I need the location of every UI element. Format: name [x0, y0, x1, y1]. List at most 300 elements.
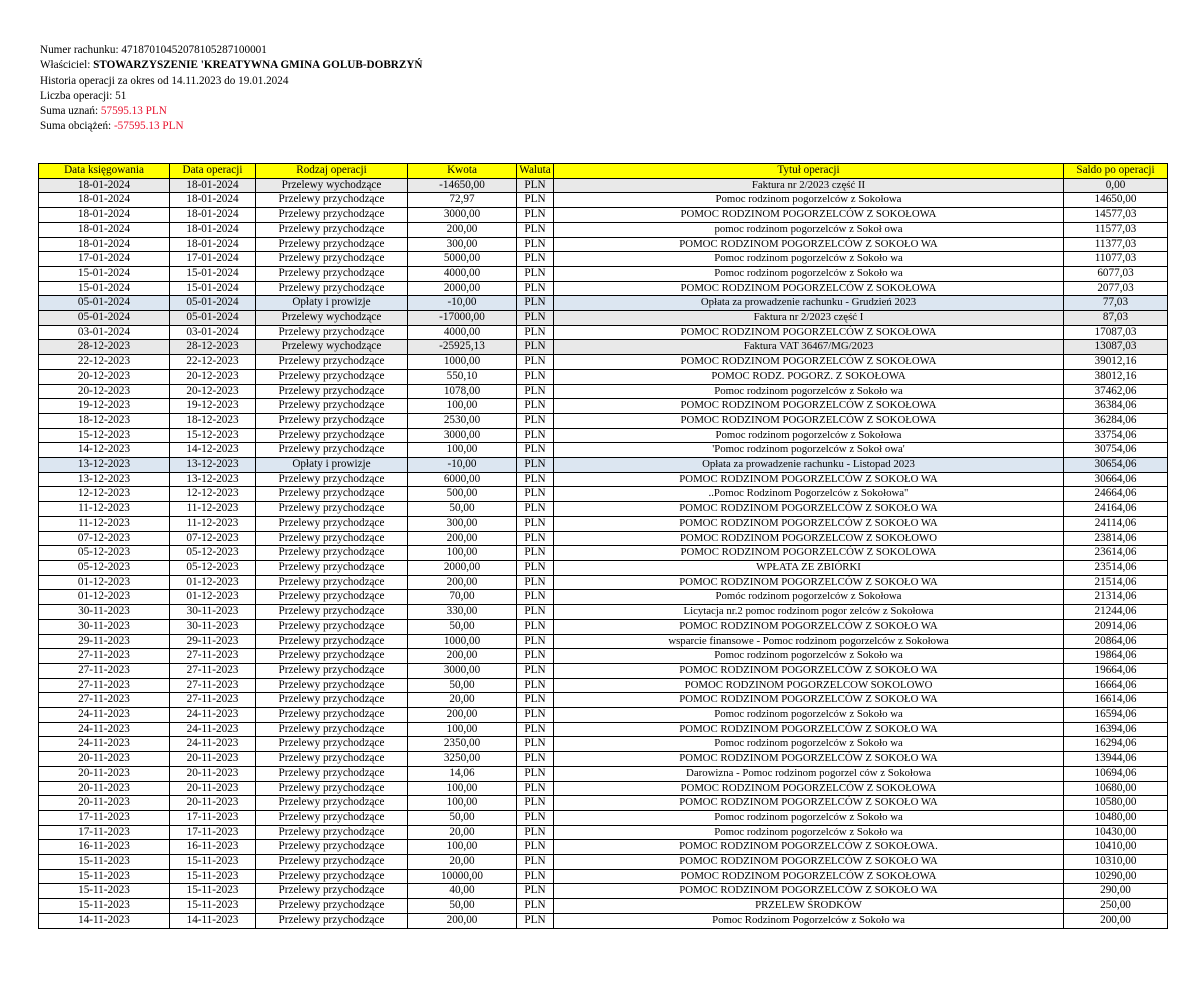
table-row [39, 369, 1168, 384]
cell-operation-date: 15-11-2023 [170, 899, 256, 914]
cell-operation-date: 03-01-2024 [170, 325, 256, 340]
cell-amount: 300,00 [408, 237, 517, 252]
cell-balance: 23614,06 [1064, 546, 1168, 561]
cell-amount: 100,00 [408, 443, 517, 458]
cell-currency: PLN [517, 619, 554, 634]
cell-booking-date: 05-12-2023 [39, 560, 170, 575]
cell-amount: 2000,00 [408, 560, 517, 575]
cell-title: POMOC RODZ. POGORZ. Z SOKOŁOWA [554, 369, 1064, 384]
cell-operation-type: Przelewy przychodzące [256, 487, 408, 502]
cell-balance: 20914,06 [1064, 619, 1168, 634]
col-header-balance: Saldo po operacji [1064, 164, 1168, 179]
cell-title: Pomoc rodzinom pogorzelców z Sokoło wa [554, 649, 1064, 664]
cell-title: POMOC RODZINOM POGORZELCÓW Z SOKOŁOWA [554, 325, 1064, 340]
cell-currency: PLN [517, 355, 554, 370]
cell-operation-date: 27-11-2023 [170, 678, 256, 693]
cell-amount: 2000,00 [408, 281, 517, 296]
cell-currency: PLN [517, 266, 554, 281]
cell-operation-date: 17-01-2024 [170, 252, 256, 267]
cell-operation-type: Przelewy przychodzące [256, 516, 408, 531]
cell-operation-date: 18-12-2023 [170, 413, 256, 428]
cell-operation-type: Przelewy przychodzące [256, 884, 408, 899]
cell-operation-type: Przelewy przychodzące [256, 781, 408, 796]
cell-booking-date: 14-12-2023 [39, 443, 170, 458]
cell-title: POMOC RODZINOM POGORZELCÓW Z SOKOŁOWA [554, 208, 1064, 223]
cell-operation-type: Przelewy przychodzące [256, 869, 408, 884]
table-row [39, 575, 1168, 590]
table-row [39, 678, 1168, 693]
table-row [39, 869, 1168, 884]
cell-title: POMOC RODZINOM POGORZELCÓW Z SOKOŁO WA [554, 693, 1064, 708]
table-row [39, 546, 1168, 561]
cell-currency: PLN [517, 663, 554, 678]
table-row [39, 531, 1168, 546]
cell-booking-date: 20-11-2023 [39, 781, 170, 796]
table-row [39, 178, 1168, 193]
cell-title: POMOC RODZINOM POGORZELCÓW Z SOKOŁO WA [554, 237, 1064, 252]
cell-booking-date: 17-11-2023 [39, 810, 170, 825]
account-number: 47187010452078105287100001 [121, 44, 267, 56]
cell-amount: -14650,00 [408, 178, 517, 193]
cell-balance: 16614,06 [1064, 693, 1168, 708]
cell-title: pomoc rodzinom pogorzelców z Sokoł owa [554, 222, 1064, 237]
cell-currency: PLN [517, 649, 554, 664]
cell-title: WPŁATA ZE ZBIÓRKI [554, 560, 1064, 575]
cell-title: POMOC RODZINOM POGORZELCOW Z SOKOŁOWO [554, 531, 1064, 546]
table-row [39, 458, 1168, 473]
cell-operation-date: 05-12-2023 [170, 546, 256, 561]
cell-balance: 0,00 [1064, 178, 1168, 193]
table-row [39, 649, 1168, 664]
cell-operation-date: 07-12-2023 [170, 531, 256, 546]
cell-operation-date: 20-11-2023 [170, 796, 256, 811]
cell-amount: 50,00 [408, 502, 517, 517]
cell-balance: 250,00 [1064, 899, 1168, 914]
cell-operation-date: 28-12-2023 [170, 340, 256, 355]
cell-amount: 40,00 [408, 884, 517, 899]
cell-operation-date: 15-11-2023 [170, 884, 256, 899]
cell-amount: -10,00 [408, 296, 517, 311]
cell-amount: 3250,00 [408, 752, 517, 767]
cell-currency: PLN [517, 252, 554, 267]
cell-operation-date: 18-01-2024 [170, 222, 256, 237]
cell-title: Pomoc rodzinom pogorzelców z Sokoło wa [554, 708, 1064, 723]
cell-operation-date: 17-11-2023 [170, 810, 256, 825]
cell-booking-date: 18-01-2024 [39, 193, 170, 208]
table-row [39, 899, 1168, 914]
cell-booking-date: 11-12-2023 [39, 502, 170, 517]
cell-title: POMOC RODZINOM POGORZELCÓW Z SOKOŁO WA [554, 619, 1064, 634]
cell-operation-type: Przelewy przychodzące [256, 252, 408, 267]
cell-booking-date: 15-11-2023 [39, 869, 170, 884]
cell-amount: 5000,00 [408, 252, 517, 267]
cell-booking-date: 18-01-2024 [39, 178, 170, 193]
cell-amount: 100,00 [408, 796, 517, 811]
cell-operation-type: Przelewy przychodzące [256, 693, 408, 708]
cell-operation-date: 29-11-2023 [170, 634, 256, 649]
cell-amount: 50,00 [408, 619, 517, 634]
cell-booking-date: 15-11-2023 [39, 899, 170, 914]
cell-balance: 21244,06 [1064, 605, 1168, 620]
cell-booking-date: 15-11-2023 [39, 855, 170, 870]
cell-amount: 72,97 [408, 193, 517, 208]
cell-operation-date: 01-12-2023 [170, 590, 256, 605]
cell-balance: 16294,06 [1064, 737, 1168, 752]
cell-currency: PLN [517, 208, 554, 223]
cell-currency: PLN [517, 810, 554, 825]
cell-currency: PLN [517, 560, 554, 575]
cell-booking-date: 22-12-2023 [39, 355, 170, 370]
table-row [39, 884, 1168, 899]
cell-operation-date: 19-12-2023 [170, 399, 256, 414]
cell-amount: 4000,00 [408, 266, 517, 281]
cell-currency: PLN [517, 693, 554, 708]
cell-balance: 10580,00 [1064, 796, 1168, 811]
cell-booking-date: 24-11-2023 [39, 708, 170, 723]
cell-title: POMOC RODZINOM POGORZELCÓW Z SOKOŁO WA [554, 663, 1064, 678]
cell-amount: 2350,00 [408, 737, 517, 752]
cell-balance: 19664,06 [1064, 663, 1168, 678]
operations-count: Liczba operacji: 51 [40, 89, 127, 102]
cell-operation-type: Przelewy przychodzące [256, 825, 408, 840]
debits-sum-line [40, 119, 423, 134]
table-row [39, 605, 1168, 620]
cell-currency: PLN [517, 428, 554, 443]
cell-operation-type: Przelewy przychodzące [256, 678, 408, 693]
col-header-currency: Waluta [517, 164, 554, 179]
cell-amount: 14,06 [408, 766, 517, 781]
cell-title: POMOC RODZINOM POGORZELCÓW Z SOKOŁO WA [554, 796, 1064, 811]
cell-operation-date: 12-12-2023 [170, 487, 256, 502]
cell-booking-date: 15-01-2024 [39, 266, 170, 281]
cell-amount: 200,00 [408, 708, 517, 723]
cell-booking-date: 18-01-2024 [39, 208, 170, 223]
table-row [39, 355, 1168, 370]
cell-currency: PLN [517, 443, 554, 458]
cell-amount: 500,00 [408, 487, 517, 502]
owner-label: Właściciel: [40, 59, 91, 72]
cell-balance: 21314,06 [1064, 590, 1168, 605]
cell-amount: 100,00 [408, 722, 517, 737]
cell-amount: 1078,00 [408, 384, 517, 399]
cell-amount: 1000,00 [408, 634, 517, 649]
cell-amount: 3000,00 [408, 663, 517, 678]
cell-operation-date: 20-12-2023 [170, 369, 256, 384]
cell-booking-date: 15-11-2023 [39, 884, 170, 899]
cell-operation-date: 18-01-2024 [170, 193, 256, 208]
cell-balance: 10410,00 [1064, 840, 1168, 855]
cell-operation-type: Przelewy przychodzące [256, 560, 408, 575]
cell-currency: PLN [517, 825, 554, 840]
cell-title: POMOC RODZINOM POGORZELCÓW Z SOKOŁOWA [554, 781, 1064, 796]
col-header-operation-type: Rodzaj operacji [256, 164, 408, 179]
cell-booking-date: 17-11-2023 [39, 825, 170, 840]
cell-title: POMOC RODZINOM POGORZELCÓW Z SOKOŁOWA [554, 399, 1064, 414]
cell-currency: PLN [517, 678, 554, 693]
cell-balance: 6077,03 [1064, 266, 1168, 281]
cell-operation-date: 15-11-2023 [170, 855, 256, 870]
cell-title: POMOC RODZINOM POGORZELCÓW Z SOKOLOWA [554, 546, 1064, 561]
cell-currency: PLN [517, 575, 554, 590]
cell-operation-date: 24-11-2023 [170, 737, 256, 752]
cell-balance: 16664,06 [1064, 678, 1168, 693]
cell-currency: PLN [517, 766, 554, 781]
cell-booking-date: 01-12-2023 [39, 575, 170, 590]
cell-balance: 10430,00 [1064, 825, 1168, 840]
cell-amount: 200,00 [408, 575, 517, 590]
cell-booking-date: 27-11-2023 [39, 663, 170, 678]
table-row [39, 399, 1168, 414]
cell-operation-date: 05-01-2024 [170, 296, 256, 311]
cell-operation-type: Przelewy przychodzące [256, 634, 408, 649]
cell-title: Pomoc Rodzinom Pogorzelców z Sokoło wa [554, 913, 1064, 928]
cell-amount: 200,00 [408, 649, 517, 664]
owner-line [40, 58, 423, 73]
table-row [39, 516, 1168, 531]
cell-balance: 13087,03 [1064, 340, 1168, 355]
cell-operation-date: 22-12-2023 [170, 355, 256, 370]
cell-amount: 70,00 [408, 590, 517, 605]
cell-amount: 50,00 [408, 899, 517, 914]
table-row [39, 472, 1168, 487]
table-body [39, 178, 1168, 928]
cell-operation-date: 27-11-2023 [170, 693, 256, 708]
cell-operation-type: Przelewy przychodzące [256, 413, 408, 428]
cell-currency: PLN [517, 855, 554, 870]
cell-operation-date: 17-11-2023 [170, 825, 256, 840]
cell-operation-date: 18-01-2024 [170, 208, 256, 223]
cell-title: POMOC RODZINOM POGORZELCÓW Z SOKOŁO WA [554, 855, 1064, 870]
cell-amount: 20,00 [408, 855, 517, 870]
cell-amount: 200,00 [408, 531, 517, 546]
cell-currency: PLN [517, 222, 554, 237]
cell-operation-type: Przelewy przychodzące [256, 531, 408, 546]
col-header-title: Tytuł operacji [554, 164, 1064, 179]
cell-booking-date: 20-12-2023 [39, 369, 170, 384]
cell-currency: PLN [517, 590, 554, 605]
cell-balance: 37462,06 [1064, 384, 1168, 399]
cell-balance: 14650,00 [1064, 193, 1168, 208]
cell-title: Faktura nr 2/2023 część II [554, 178, 1064, 193]
cell-currency: PLN [517, 413, 554, 428]
cell-title: PRZELEW ŚRODKÓW [554, 899, 1064, 914]
cell-amount: 20,00 [408, 693, 517, 708]
table-header-row [39, 164, 1168, 179]
credits-sum-label: Suma uznań: [40, 105, 99, 118]
cell-booking-date: 17-01-2024 [39, 252, 170, 267]
table-row [39, 752, 1168, 767]
cell-operation-date: 20-11-2023 [170, 781, 256, 796]
cell-booking-date: 18-01-2024 [39, 237, 170, 252]
cell-currency: PLN [517, 546, 554, 561]
cell-balance: 24164,06 [1064, 502, 1168, 517]
cell-operation-type: Przelewy przychodzące [256, 899, 408, 914]
cell-title: POMOC RODZINOM POGORZELCÓW Z SOKOŁOWA. [554, 840, 1064, 855]
cell-amount: -25925,13 [408, 340, 517, 355]
cell-amount: 100,00 [408, 840, 517, 855]
table-row [39, 252, 1168, 267]
cell-booking-date: 13-12-2023 [39, 458, 170, 473]
cell-operation-date: 05-12-2023 [170, 560, 256, 575]
cell-balance: 11577,03 [1064, 222, 1168, 237]
cell-operation-date: 27-11-2023 [170, 663, 256, 678]
table-row [39, 237, 1168, 252]
table-row [39, 487, 1168, 502]
cell-balance: 10480,00 [1064, 810, 1168, 825]
cell-operation-type: Przelewy wychodzące [256, 311, 408, 326]
cell-balance: 30654,06 [1064, 458, 1168, 473]
cell-balance: 11377,03 [1064, 237, 1168, 252]
cell-amount: 550,10 [408, 369, 517, 384]
cell-booking-date: 20-12-2023 [39, 384, 170, 399]
cell-operation-date: 18-01-2024 [170, 237, 256, 252]
debits-sum-value: -57595.13 PLN [113, 120, 184, 133]
cell-balance: 21514,06 [1064, 575, 1168, 590]
cell-booking-date: 15-12-2023 [39, 428, 170, 443]
table-row [39, 340, 1168, 355]
cell-amount: 200,00 [408, 222, 517, 237]
table-row [39, 840, 1168, 855]
cell-operation-type: Przelewy przychodzące [256, 266, 408, 281]
cell-operation-type: Przelewy przychodzące [256, 737, 408, 752]
cell-operation-type: Przelewy przychodzące [256, 840, 408, 855]
table-row [39, 855, 1168, 870]
cell-currency: PLN [517, 752, 554, 767]
cell-operation-type: Przelewy wychodzące [256, 178, 408, 193]
cell-booking-date: 18-01-2024 [39, 222, 170, 237]
cell-currency: PLN [517, 193, 554, 208]
col-header-amount: Kwota [408, 164, 517, 179]
cell-booking-date: 03-01-2024 [39, 325, 170, 340]
cell-booking-date: 14-11-2023 [39, 913, 170, 928]
cell-currency: PLN [517, 237, 554, 252]
owner-name: STOWARZYSZENIE 'KREATYWNA GMINA GOLUB-DOBRZYŃ [93, 59, 423, 72]
cell-amount: 50,00 [408, 810, 517, 825]
table-row [39, 384, 1168, 399]
cell-title: POMOC RODZINOM POGORZELCÓW Z SOKOŁOWA [554, 413, 1064, 428]
table-row [39, 281, 1168, 296]
cell-balance: 290,00 [1064, 884, 1168, 899]
cell-title: POMOC RODZINOM POGORZELCÓW Z SOKOŁOWA [554, 355, 1064, 370]
cell-currency: PLN [517, 458, 554, 473]
cell-title: wsparcie finansowe - Pomoc rodzinom pogorzelców z Sokołowa [554, 634, 1064, 649]
cell-booking-date: 27-11-2023 [39, 693, 170, 708]
cell-booking-date: 01-12-2023 [39, 590, 170, 605]
table-row [39, 722, 1168, 737]
col-header-booking-date: Data księgowania [39, 164, 170, 179]
cell-currency: PLN [517, 796, 554, 811]
cell-operation-date: 18-01-2024 [170, 178, 256, 193]
cell-operation-type: Przelewy przychodzące [256, 369, 408, 384]
cell-operation-type: Przelewy przychodzące [256, 663, 408, 678]
cell-amount: 50,00 [408, 678, 517, 693]
cell-booking-date: 05-01-2024 [39, 296, 170, 311]
table-row [39, 708, 1168, 723]
cell-amount: 1000,00 [408, 355, 517, 370]
cell-title: Licytacja nr.2 pomoc rodzinom pogor zelców z Sokołowa [554, 605, 1064, 620]
table-row [39, 825, 1168, 840]
cell-amount: -17000,00 [408, 311, 517, 326]
cell-currency: PLN [517, 722, 554, 737]
debits-sum-label: Suma obciążeń: [40, 120, 112, 133]
cell-balance: 10680,00 [1064, 781, 1168, 796]
table-row [39, 311, 1168, 326]
cell-booking-date: 24-11-2023 [39, 722, 170, 737]
cell-operation-type: Przelewy przychodzące [256, 708, 408, 723]
cell-operation-date: 14-12-2023 [170, 443, 256, 458]
cell-operation-date: 30-11-2023 [170, 619, 256, 634]
table-row [39, 913, 1168, 928]
table-row [39, 737, 1168, 752]
cell-operation-type: Opłaty i prowizje [256, 458, 408, 473]
table-row [39, 208, 1168, 223]
cell-booking-date: 15-01-2024 [39, 281, 170, 296]
table-row [39, 193, 1168, 208]
cell-currency: PLN [517, 502, 554, 517]
cell-balance: 33754,06 [1064, 428, 1168, 443]
cell-balance: 17087,03 [1064, 325, 1168, 340]
cell-operation-type: Przelewy przychodzące [256, 428, 408, 443]
cell-balance: 10290,00 [1064, 869, 1168, 884]
cell-booking-date: 20-11-2023 [39, 766, 170, 781]
table-row [39, 634, 1168, 649]
credits-sum-line [40, 104, 423, 119]
cell-balance: 23514,06 [1064, 560, 1168, 575]
cell-balance: 39012,16 [1064, 355, 1168, 370]
cell-amount: 100,00 [408, 546, 517, 561]
cell-balance: 30664,06 [1064, 472, 1168, 487]
cell-operation-type: Przelewy przychodzące [256, 649, 408, 664]
cell-operation-date: 27-11-2023 [170, 649, 256, 664]
cell-operation-type: Przelewy przychodzące [256, 399, 408, 414]
table-row [39, 590, 1168, 605]
cell-operation-type: Przelewy przychodzące [256, 237, 408, 252]
cell-title: Faktura VAT 36467/MG/2023 [554, 340, 1064, 355]
cell-currency: PLN [517, 781, 554, 796]
account-number-line [40, 43, 423, 58]
cell-operation-type: Przelewy przychodzące [256, 281, 408, 296]
table-row [39, 428, 1168, 443]
cell-booking-date: 12-12-2023 [39, 487, 170, 502]
cell-balance: 10310,00 [1064, 855, 1168, 870]
cell-title: POMOC RODZINOM POGORZELCÓW Z SOKOŁO WA [554, 884, 1064, 899]
cell-title: ..Pomoc Rodzinom Pogorzelców z Sokołowa" [554, 487, 1064, 502]
cell-operation-date: 20-11-2023 [170, 766, 256, 781]
cell-operation-date: 15-12-2023 [170, 428, 256, 443]
cell-operation-date: 15-01-2024 [170, 281, 256, 296]
cell-balance: 13944,06 [1064, 752, 1168, 767]
cell-operation-date: 13-12-2023 [170, 458, 256, 473]
table-row [39, 413, 1168, 428]
cell-amount: 4000,00 [408, 325, 517, 340]
cell-amount: 3000,00 [408, 428, 517, 443]
cell-amount: 10000,00 [408, 869, 517, 884]
cell-currency: PLN [517, 325, 554, 340]
cell-operation-date: 14-11-2023 [170, 913, 256, 928]
cell-operation-date: 24-11-2023 [170, 708, 256, 723]
cell-amount: 330,00 [408, 605, 517, 620]
cell-title: Pomóc rodzinom pogorzelców z Sokołowa [554, 590, 1064, 605]
cell-balance: 23814,06 [1064, 531, 1168, 546]
cell-operation-type: Przelewy przychodzące [256, 619, 408, 634]
cell-title: POMOC RODZINOM POGORZELCÓW Z SOKOŁOWA [554, 869, 1064, 884]
cell-booking-date: 27-11-2023 [39, 649, 170, 664]
cell-operation-type: Opłaty i prowizje [256, 296, 408, 311]
cell-title: POMOC RODZINOM POGORZELCÓW Z SOKOŁO WA [554, 575, 1064, 590]
cell-operation-type: Przelewy przychodzące [256, 752, 408, 767]
cell-booking-date: 07-12-2023 [39, 531, 170, 546]
cell-operation-type: Przelewy przychodzące [256, 810, 408, 825]
